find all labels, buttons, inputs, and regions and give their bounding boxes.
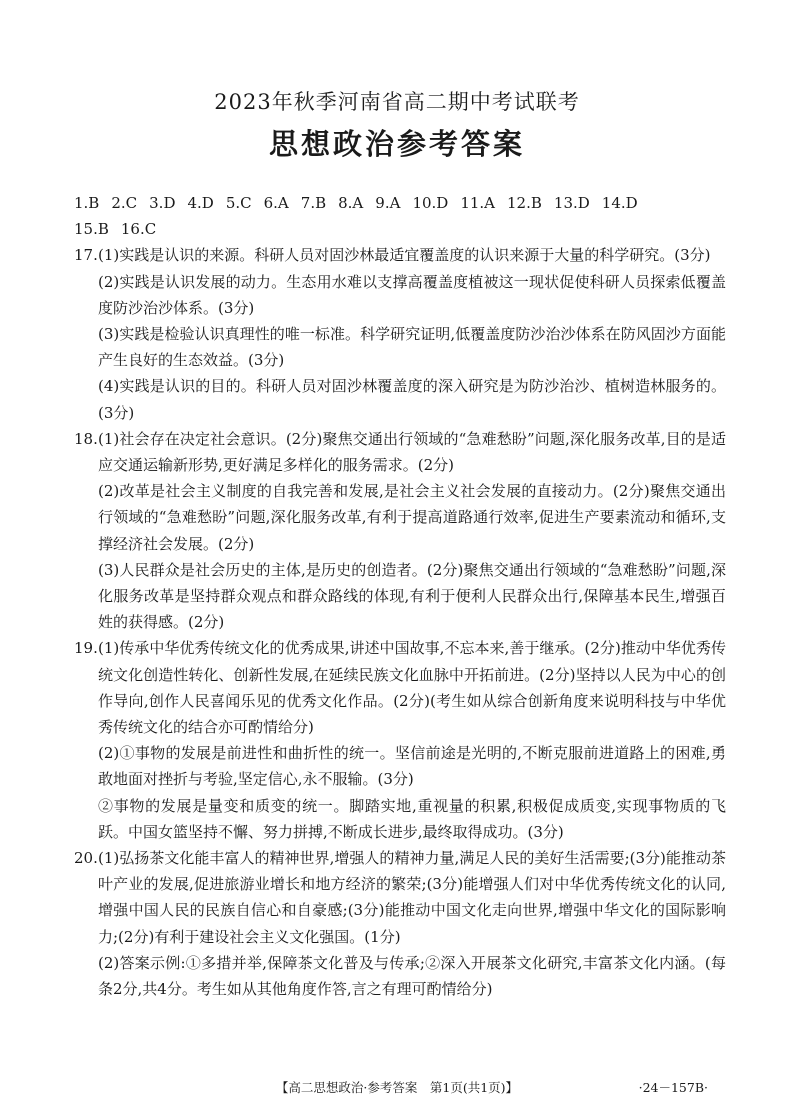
mc-answer: 1.B	[74, 194, 100, 212]
mc-answer: 8.A	[338, 194, 364, 212]
mc-answer: 14.D	[601, 194, 638, 212]
answer-part: (2)答案示例:①多措并举,保障茶文化普及与传承;②深入开展茶文化研究,丰富茶文化内涵。(每条2分,共4分。考生如从其他角度作答,言之有理可酌情给分)	[98, 953, 726, 999]
multiple-choice-answers	[74, 190, 726, 242]
subjective-answers	[74, 242, 726, 1002]
question-answer	[74, 635, 726, 845]
mc-answer: 11.A	[460, 194, 496, 212]
answer-part: (2)改革是社会主义制度的自我完善和发展,是社会主义社会发展的直接动力。(2分)聚焦交通出行领域的“急难愁盼”问题,深化服务改革,有利于提高道路通行效率,促进生产要素流动和循环,支撑经济社会发展。(2分)	[98, 482, 726, 553]
question-number: 18.	[74, 429, 98, 448]
answer-part: (3)人民群众是社会历史的主体,是历史的创造者。(2分)聚焦交通出行领域的“急难愁盼”问题,深化服务改革是坚持群众观点和群众路线的体现,有利于便利人民群众出行,保障基本民生,增强百姓的获得感。(2分)	[98, 560, 726, 632]
answer-part: (3)实践是检验认识真理性的唯一标准。科学研究证明,低覆盖度防沙治沙体系在防风固沙方面能产生良好的生态效益。(3分)	[98, 325, 726, 370]
question-number: 17.	[74, 246, 98, 265]
answer-part: (2)实践是认识发展的动力。生态用水难以支撑高覆盖度植被这一现状促使科研人员探索低覆盖度防沙治沙体系。(3分)	[98, 272, 726, 317]
mc-answer: 6.A	[263, 194, 289, 212]
mc-answer: 13.D	[553, 194, 590, 212]
answer-part: (4)实践是认识的目的。科研人员对固沙林覆盖度的深入研究是为防沙治沙、植树造林服务的。(3分)	[98, 377, 726, 422]
answer-content	[74, 190, 726, 1002]
footer-page-info: 【高二思想政治·参考答案 第1页(共1页)】	[275, 1080, 519, 1095]
mc-answer: 2.C	[111, 194, 138, 212]
answer-part: (1)传承中华优秀传统文化的优秀成果,讲述中国故事,不忘本来,善于继承。(2分)推动中华优秀传统文化创造性转化、创新性发展,在延续民族文化血脉中开拓前进。(2分)坚持以人民为中心的创作导向,创作人民喜闻乐见的优秀文化作品。(2分)(考生如从综合创新角度来说明科技与中华优秀传统文化的结合亦可酌情给分)	[98, 639, 726, 737]
mc-answer: 12.B	[507, 194, 542, 212]
question-number: 20.	[74, 849, 98, 868]
mc-answer: 5.C	[225, 194, 252, 212]
mc-answer: 15.B	[74, 220, 109, 239]
mc-answer-line	[74, 190, 726, 216]
mc-answer: 9.A	[375, 194, 401, 212]
question-number: 19.	[74, 639, 98, 658]
mc-answer: 4.D	[187, 194, 214, 212]
answer-part: (1)社会存在决定社会意识。(2分)聚焦交通出行领域的“急难愁盼”问题,深化服务改革,目的是适应交通运输新形势,更好满足多样化的服务需求。(2分)	[98, 429, 726, 475]
answer-part: (1)实践是认识的来源。科研人员对固沙林最适宜覆盖度的认识来源于大量的科学研究。(3分)	[98, 246, 711, 265]
mc-answer-line	[74, 216, 726, 242]
answer-part: (2)①事物的发展是前进性和曲折性的统一。坚信前途是光明的,不断克服前进道路上的困难,勇敢地面对挫折与考验,坚定信心,永不服输。(3分)	[98, 744, 726, 789]
answer-part: (1)弘扬茶文化能丰富人的精神世界,增强人的精神力量,满足人民的美好生活需要;(3分)能推动茶叶产业的发展,促进旅游业增长和地方经济的繁荣;(3分)能增强人们对中华优秀传统文化的认同,增强中国人民的民族自信心和自豪感;(3分)能推动中国文化走向世界,增强中华文化的国际影响力;(2分)有利于建设社会主义文化强国。(1分)	[98, 849, 726, 946]
mc-answer: 16.C	[120, 220, 157, 239]
mc-answer: 3.D	[149, 194, 176, 212]
answer-part: ②事物的发展是量变和质变的统一。脚踏实地,重视量的积累,积极促成质变,实现事物质的飞跃。中国女篮坚持不懈、努力拼搏,不断成长进步,最终取得成功。(3分)	[98, 796, 726, 841]
exam-title: 2023年秋季河南省高二期中考试联考	[214, 90, 580, 114]
document-title: 思想政治参考答案	[268, 127, 525, 161]
question-answer	[74, 845, 726, 1002]
mc-answer: 7.B	[300, 194, 327, 212]
footer-code: ·24－157B·	[638, 1080, 708, 1095]
question-answer	[74, 426, 726, 636]
page-footer	[0, 1078, 794, 1098]
mc-answer: 10.D	[412, 194, 449, 212]
question-answer	[74, 242, 726, 425]
